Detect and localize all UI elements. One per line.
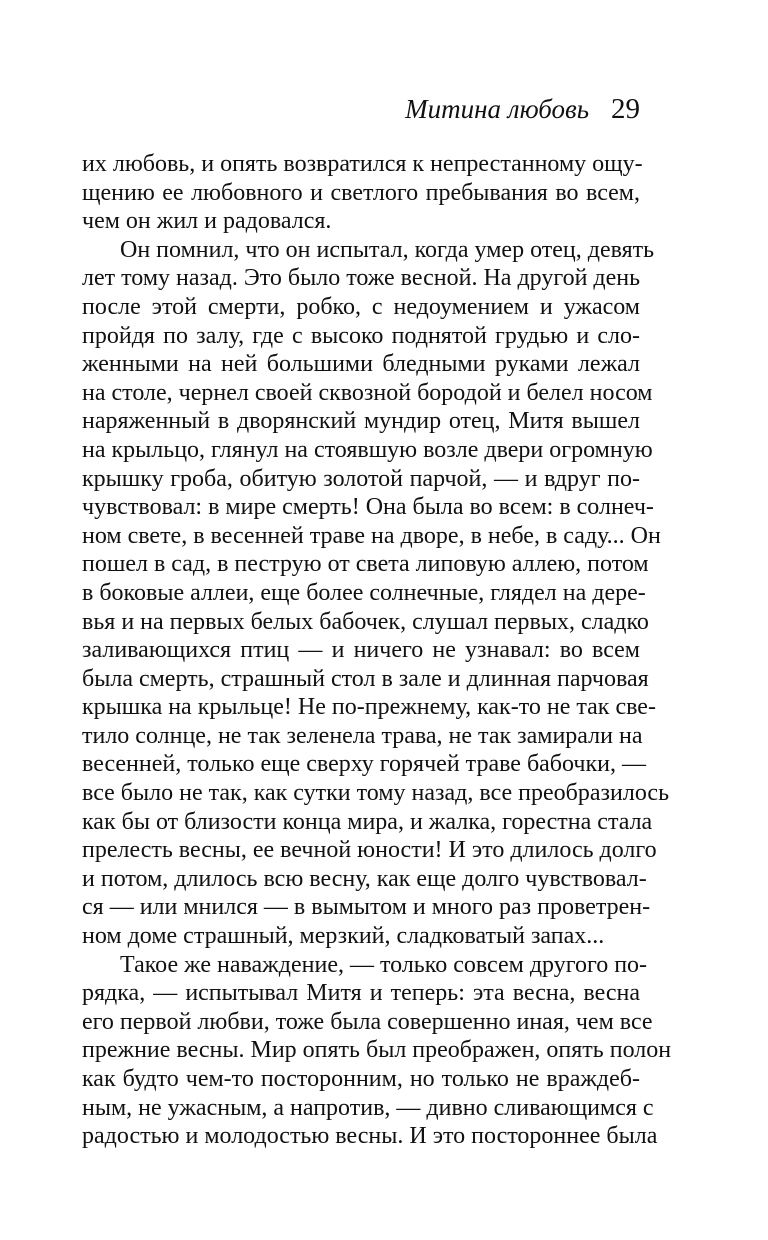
text-line: на крыльцо, глянул на стоявшую возле двери огромную <box>82 436 653 463</box>
text-line: крышка на крыльце! Не по-прежнему, как-то не так све- <box>82 694 656 721</box>
text-line: их любовь, и опять возвратился к непрестанному ощу- <box>82 151 643 177</box>
paragraph <box>82 150 643 236</box>
text-line: Он помнил, что он испытал, когда умер отец, девять <box>120 236 655 263</box>
text-line: после этой смерти, робко, с недоумением и ужасом <box>82 293 640 320</box>
text-line: лет тому назад. Это было тоже весной. На другой день <box>82 265 641 292</box>
text-line: щению ее любовного и светлого пребывания во всем, <box>82 179 640 206</box>
text-line: чувствовал: в мире смерть! Она была во всем: в солнеч- <box>82 494 654 521</box>
paragraph <box>82 236 670 951</box>
text-line: и потом, длилось всю весну, как еще долго чувствовал- <box>82 865 647 892</box>
text-line: как будто чем-то посторонним, но только не враждеб- <box>82 1066 640 1092</box>
body-text <box>82 150 672 1151</box>
text-line: пошел в сад, в пеструю от света липовую аллею, потом <box>82 551 649 578</box>
text-line: Такое же наваждение, — только совсем другого по- <box>120 951 648 978</box>
text-line: на столе, чернел своей сквозной бородой и белел носом <box>82 379 653 406</box>
paragraph <box>82 951 672 1151</box>
text-line: тило солнце, не так зеленела трава, не так замирали на <box>82 722 643 749</box>
text-line: в боковые аллеи, еще более солнечные, глядел на дере- <box>82 579 646 606</box>
text-line: его первой любви, тоже была совершенно иная, чем все <box>82 1008 653 1035</box>
text-line: ном свете, в весенней траве на дворе, в небе, в саду... Он <box>82 522 661 549</box>
page-number: 29 <box>611 93 640 125</box>
text-line: прежние весны. Мир опять был преображен, опять полон <box>82 1037 672 1064</box>
text-line: наряженный в дворянский мундир отец, Митя вышел <box>82 408 640 435</box>
text-line: была смерть, страшный стол в зале и длинная парчовая <box>82 665 649 692</box>
text-line: пройдя по залу, где с высоко поднятой грудью и сло- <box>82 322 640 349</box>
text-line: радостью и молодостью весны. И это постороннее была <box>82 1123 658 1150</box>
text-line: крышку гроба, обитую золотой парчой, — и вдруг по- <box>82 465 640 492</box>
text-line: рядка, — испытывал Митя и теперь: эта весна, весна <box>82 980 640 1007</box>
text-line: весенней, только еще сверху горячей траве бабочки, — <box>82 751 646 778</box>
text-line: ся — или мнился — в вымытом и много раз проветрен- <box>82 894 651 921</box>
running-head <box>82 92 640 126</box>
text-line: как бы от близости конца мира, и жалка, горестна стала <box>82 808 653 835</box>
text-line: вья и на первых белых бабочек, слушал первых, сладко <box>82 608 649 635</box>
text-line: ном доме страшный, мерзкий, сладковатый запах... <box>82 923 605 950</box>
running-title: Митина любовь <box>405 94 589 124</box>
text-line: чем он жил и радовался. <box>82 208 332 235</box>
text-line: ным, не ужасным, а напротив, — дивно сливающимся с <box>82 1094 654 1121</box>
text-line: прелесть весны, ее вечной юности! И это длилось долго <box>82 837 657 864</box>
text-line: все было не так, как сутки тому назад, все преобразилось <box>82 780 670 807</box>
text-line: женными на ней большими бледными руками лежал <box>82 351 640 378</box>
text-line: заливающихся птиц — и ничего не узнавал: во всем <box>82 637 640 664</box>
